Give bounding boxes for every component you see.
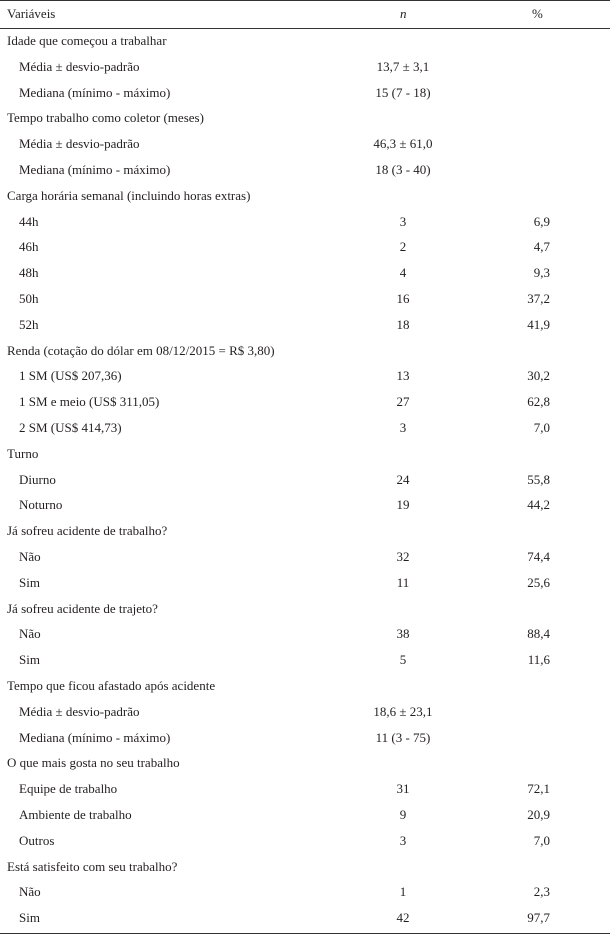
row-n-value: 13 (396, 368, 410, 384)
row-label: Ambiente de trabalho (19, 806, 132, 822)
row-n-value: 18 (3 - 40) (375, 161, 431, 177)
table-row (0, 544, 610, 570)
table-row (0, 879, 610, 905)
table-row (0, 776, 610, 802)
row-label: 50h (19, 290, 39, 306)
row-label: Média ± desvio-padrão (19, 703, 140, 719)
row-n-value: 5 (399, 652, 407, 668)
row-percent-value: 7,0 (533, 832, 550, 848)
row-percent-value: 30,2 (527, 368, 550, 384)
table-row (0, 492, 610, 518)
row-label: Sim (19, 910, 40, 926)
row-percent-value: 74,4 (527, 548, 550, 564)
table-row (0, 260, 610, 286)
row-label: Outros (19, 832, 55, 848)
row-n-value: 9 (399, 806, 407, 822)
row-label: Não (19, 548, 41, 564)
row-n-value: 32 (396, 548, 410, 564)
row-percent-value: 72,1 (527, 781, 550, 797)
row-label: 46h (19, 239, 39, 255)
row-label: Média ± desvio-padrão (19, 58, 140, 74)
row-percent-value: 62,8 (527, 394, 550, 410)
row-percent-value: 88,4 (527, 626, 550, 642)
table-row (0, 570, 610, 596)
table-group-row (0, 338, 610, 364)
header-variables: Variáveis (7, 6, 56, 21)
row-label: Não (19, 884, 41, 900)
group-label: Turno (7, 445, 39, 461)
row-n-value: 1 (399, 884, 407, 900)
row-n-value: 4 (399, 265, 407, 281)
row-percent-value: 4,7 (533, 239, 550, 255)
table-group-row (0, 183, 610, 209)
row-label: Não (19, 626, 41, 642)
group-label: Renda (cotação do dólar em 08/12/2015 = R$ 3,80) (7, 342, 275, 358)
row-n-value: 3 (399, 832, 407, 848)
row-percent-value: 2,3 (533, 884, 550, 900)
table-group-row (0, 673, 610, 699)
row-n-value: 31 (396, 781, 410, 797)
row-label: 2 SM (US$ 414,73) (19, 419, 122, 435)
row-label: Noturno (19, 497, 63, 513)
row-label: 48h (19, 265, 39, 281)
table-group-row (0, 441, 610, 467)
row-percent-value: 25,6 (527, 574, 550, 590)
row-n-value: 11 (396, 574, 410, 590)
row-percent-value: 11,6 (527, 652, 550, 668)
table-row (0, 647, 610, 673)
table-row (0, 621, 610, 647)
row-n-value: 11 (3 - 75) (375, 729, 431, 745)
group-label: Carga horária semanal (incluindo horas extras) (7, 187, 251, 203)
table-group-row (0, 105, 610, 131)
row-n-value: 38 (396, 626, 410, 642)
row-label: 1 SM (US$ 207,36) (19, 368, 122, 384)
row-label: Mediana (mínimo - máximo) (19, 161, 171, 177)
table-row (0, 725, 610, 751)
row-n-value: 13,7 ± 3,1 (376, 58, 430, 74)
table-row (0, 802, 610, 828)
row-n-value: 46,3 ± 61,0 (373, 136, 433, 152)
row-percent-value: 44,2 (527, 497, 550, 513)
row-label: Equipe de trabalho (19, 781, 118, 797)
row-n-value: 3 (399, 213, 407, 229)
row-label: 44h (19, 213, 39, 229)
row-n-value: 15 (7 - 18) (375, 84, 431, 100)
row-n-value: 3 (399, 419, 407, 435)
table-row (0, 699, 610, 725)
row-label: Média ± desvio-padrão (19, 136, 140, 152)
table-row (0, 467, 610, 493)
row-n-value: 24 (396, 471, 410, 487)
table-row (0, 415, 610, 441)
table-row (0, 131, 610, 157)
table-row (0, 54, 610, 80)
table-row (0, 828, 610, 854)
table-row (0, 312, 610, 338)
group-label: Tempo trabalho como coletor (meses) (7, 110, 204, 126)
group-label: Já sofreu acidente de trajeto? (7, 600, 158, 616)
header-percent: % (532, 6, 543, 21)
table-group-row (0, 28, 610, 54)
row-percent-value: 41,9 (527, 316, 550, 332)
table-row (0, 905, 610, 931)
table-row (0, 80, 610, 106)
table-row (0, 389, 610, 415)
row-percent-value: 7,0 (533, 419, 550, 435)
table-bottom-rule (0, 933, 610, 934)
row-percent-value: 97,7 (527, 910, 550, 926)
table-header (0, 0, 610, 28)
table-group-row (0, 596, 610, 622)
row-label: Diurno (19, 471, 56, 487)
row-percent-value: 6,9 (533, 213, 550, 229)
row-percent-value: 9,3 (533, 265, 550, 281)
row-n-value: 19 (396, 497, 410, 513)
row-n-value: 42 (396, 910, 410, 926)
row-label: Sim (19, 652, 40, 668)
row-label: Sim (19, 574, 40, 590)
row-label: 1 SM e meio (US$ 311,05) (19, 394, 160, 410)
row-label: 52h (19, 316, 39, 332)
row-percent-value: 55,8 (527, 471, 550, 487)
table-body (0, 28, 610, 931)
table-row (0, 363, 610, 389)
table-row (0, 157, 610, 183)
row-label: Mediana (mínimo - máximo) (19, 84, 171, 100)
group-label: Está satisfeito com seu trabalho? (7, 858, 178, 874)
row-n-value: 16 (396, 290, 410, 306)
table-row (0, 209, 610, 235)
row-n-value: 27 (396, 394, 410, 410)
row-n-value: 18 (396, 316, 410, 332)
row-percent-value: 37,2 (527, 290, 550, 306)
header-n: n (400, 6, 407, 21)
row-n-value: 18,6 ± 23,1 (373, 703, 433, 719)
group-label: Idade que começou a trabalhar (7, 33, 167, 48)
row-percent-value: 20,9 (527, 806, 550, 822)
table-group-row (0, 750, 610, 776)
row-n-value: 2 (399, 239, 407, 255)
table-row (0, 286, 610, 312)
group-label: Tempo que ficou afastado após acidente (7, 677, 216, 693)
table-group-row (0, 518, 610, 544)
group-label: O que mais gosta no seu trabalho (7, 755, 180, 771)
row-label: Mediana (mínimo - máximo) (19, 729, 171, 745)
table-row (0, 234, 610, 260)
group-label: Já sofreu acidente de trabalho? (7, 523, 168, 539)
table-group-row (0, 854, 610, 880)
